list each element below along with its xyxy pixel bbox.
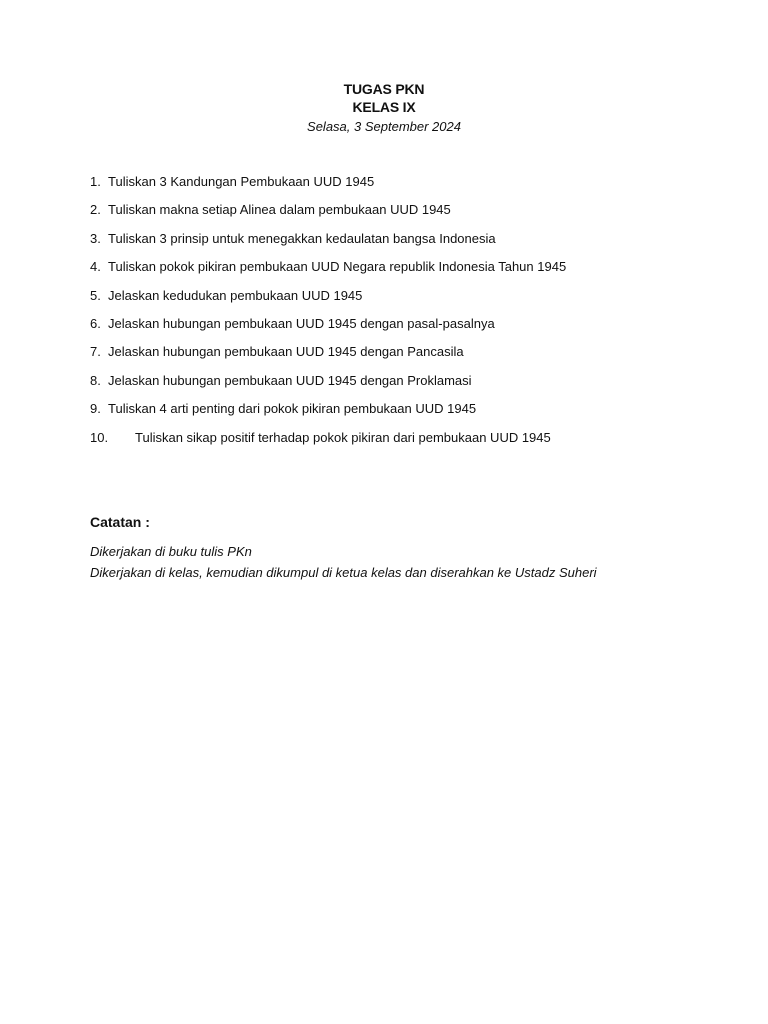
- question-text: Tuliskan makna setiap Alinea dalam pembukaan UUD 1945: [108, 202, 451, 218]
- note-line: Dikerjakan di kelas, kemudian dikumpul di ketua kelas dan diserahkan ke Ustadz Suheri: [90, 565, 597, 580]
- question-number: 4.: [90, 259, 101, 275]
- question-item: [90, 230, 710, 258]
- document-subtitle-class: KELAS IX: [352, 99, 416, 115]
- question-item: [90, 287, 710, 315]
- note-line: Dikerjakan di buku tulis PKn: [90, 544, 252, 559]
- question-text: Tuliskan 3 prinsip untuk menegakkan kedaulatan bangsa Indonesia: [108, 230, 496, 246]
- question-text: Jelaskan hubungan pembukaan UUD 1945 dengan Proklamasi: [108, 372, 472, 388]
- notes-section: [90, 512, 730, 583]
- question-number: 10.: [90, 429, 109, 445]
- question-number: 5.: [90, 287, 101, 303]
- question-text: Tuliskan 4 arti penting dari pokok pikiran pembukaan UUD 1945: [108, 401, 477, 417]
- question-item: [90, 173, 710, 201]
- question-text: Jelaskan hubungan pembukaan UUD 1945 dengan Pancasila: [108, 344, 464, 360]
- question-text: Tuliskan 3 Kandungan Pembukaan UUD 1945: [108, 174, 375, 189]
- document-title: TUGAS PKN: [343, 81, 425, 97]
- question-number: 6.: [90, 315, 101, 331]
- question-item: [90, 372, 710, 400]
- question-item: [90, 429, 710, 457]
- question-number: 9.: [90, 401, 101, 417]
- question-text: Tuliskan pokok pikiran pembukaan UUD Negara republik Indonesia Tahun 1945: [108, 259, 567, 275]
- question-number: 3.: [90, 230, 101, 246]
- question-item: [90, 258, 710, 286]
- question-number: 2.: [90, 202, 101, 218]
- question-item: [90, 343, 710, 371]
- question-text: Jelaskan hubungan pembukaan UUD 1945 dengan pasal-pasalnya: [108, 315, 495, 331]
- question-number: 8.: [90, 372, 101, 388]
- question-text: Jelaskan kedudukan pembukaan UUD 1945: [108, 287, 363, 303]
- document-date: Selasa, 3 September 2024: [307, 119, 461, 134]
- question-item: [90, 315, 710, 343]
- question-item: [90, 201, 710, 229]
- question-text: Tuliskan sikap positif terhadap pokok pikiran dari pembukaan UUD 1945: [135, 429, 551, 445]
- question-number: 7.: [90, 344, 101, 360]
- question-list: [90, 173, 710, 457]
- notes-title: Catatan :: [90, 514, 150, 530]
- question-item: [90, 400, 710, 428]
- document-header: [0, 80, 768, 136]
- question-number: 1.: [90, 174, 101, 189]
